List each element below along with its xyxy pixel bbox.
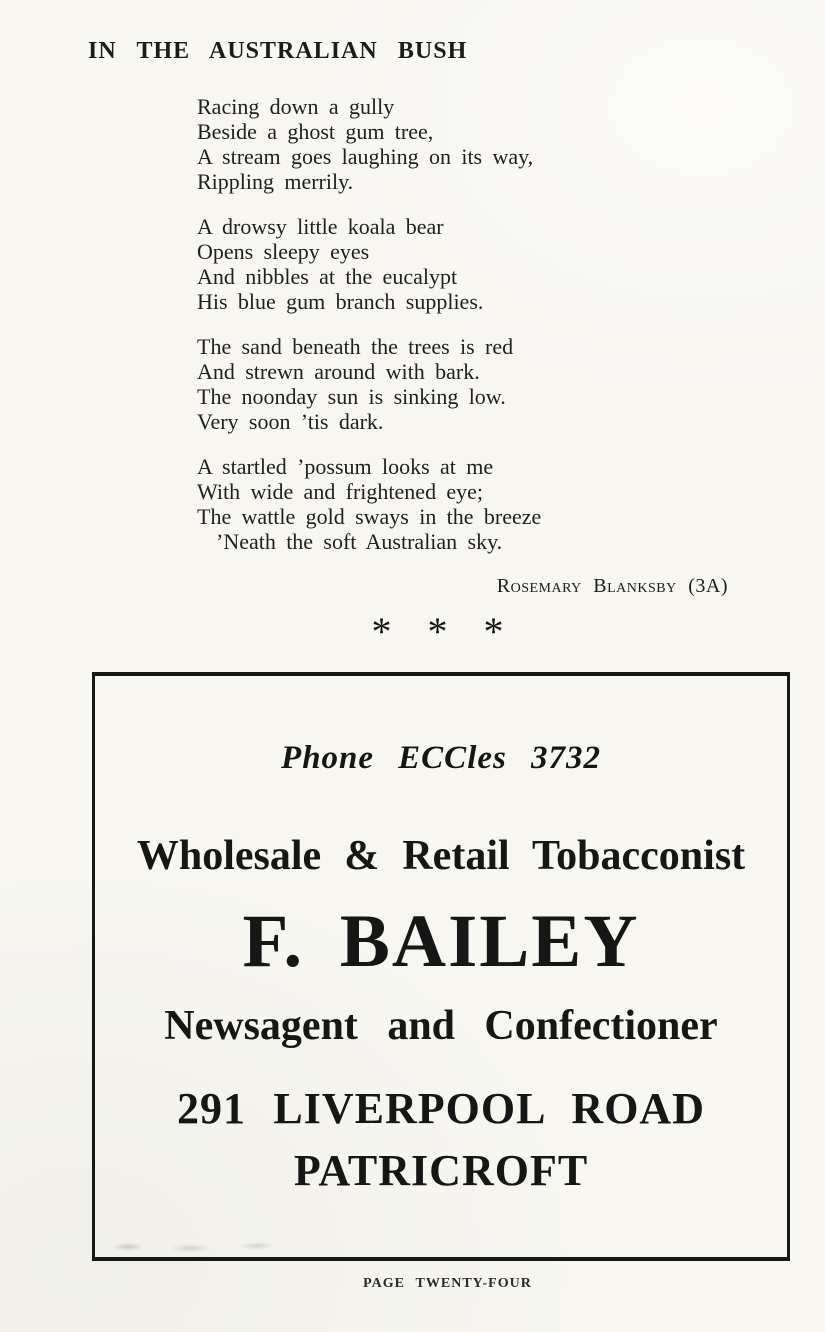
ad-business-name: F. BAILEY [242,900,640,983]
poem-stanza-1 [197,94,728,194]
poem-line: The sand beneath the trees is red [197,334,514,359]
poem-line: A startled ’possum looks at me [197,454,494,479]
poem-line: Very soon ’tis dark. [197,409,384,434]
poem-line: With wide and frightened eye; [197,479,484,504]
poem-body [197,94,728,599]
ad-address-street: 291 LIVERPOOL ROAD [177,1084,705,1133]
poem-line: Racing down a gully [197,94,395,119]
poem-line: A stream goes laughing on its way, [197,144,534,169]
page-number: PAGE TWENTY-FOUR [363,1276,532,1291]
poem-line: His blue gum branch supplies. [197,289,484,314]
ad-phone-number: Phone ECCles 3732 [281,740,601,776]
poem-author: Rosemary Blanksby (3A) [496,575,728,597]
poem-line: Beside a ghost gum tree, [197,119,434,144]
ad-business-description: Newsagent and Confectioner [164,1003,718,1049]
poem-line: And nibbles at the eucalypt [197,264,458,289]
poem-line: Opens sleepy eyes [197,239,370,264]
poem-line: A drowsy little koala bear [197,214,444,239]
poem-line: The wattle gold sways in the breeze [197,504,542,529]
ad-address-locality: PATRICROFT [293,1146,589,1195]
scan-smudge [105,1241,295,1253]
poem-line: The noonday sun is sinking low. [197,384,506,409]
advertisement-box [92,672,790,1261]
ad-business-category: Wholesale & Retail Tobacconist [136,833,746,879]
poem-stanza-4 [197,454,728,554]
asterisk-divider: * * * [371,609,504,654]
poem-title: IN THE AUSTRALIAN BUSH [88,38,468,64]
poem-line: ’Neath the soft Australian sky. [216,529,503,554]
poem-line: And strewn around with bark. [197,359,480,384]
poem-stanza-3 [197,334,728,434]
poem-line: Rippling merrily. [197,169,354,194]
poem-stanza-2 [197,214,728,314]
